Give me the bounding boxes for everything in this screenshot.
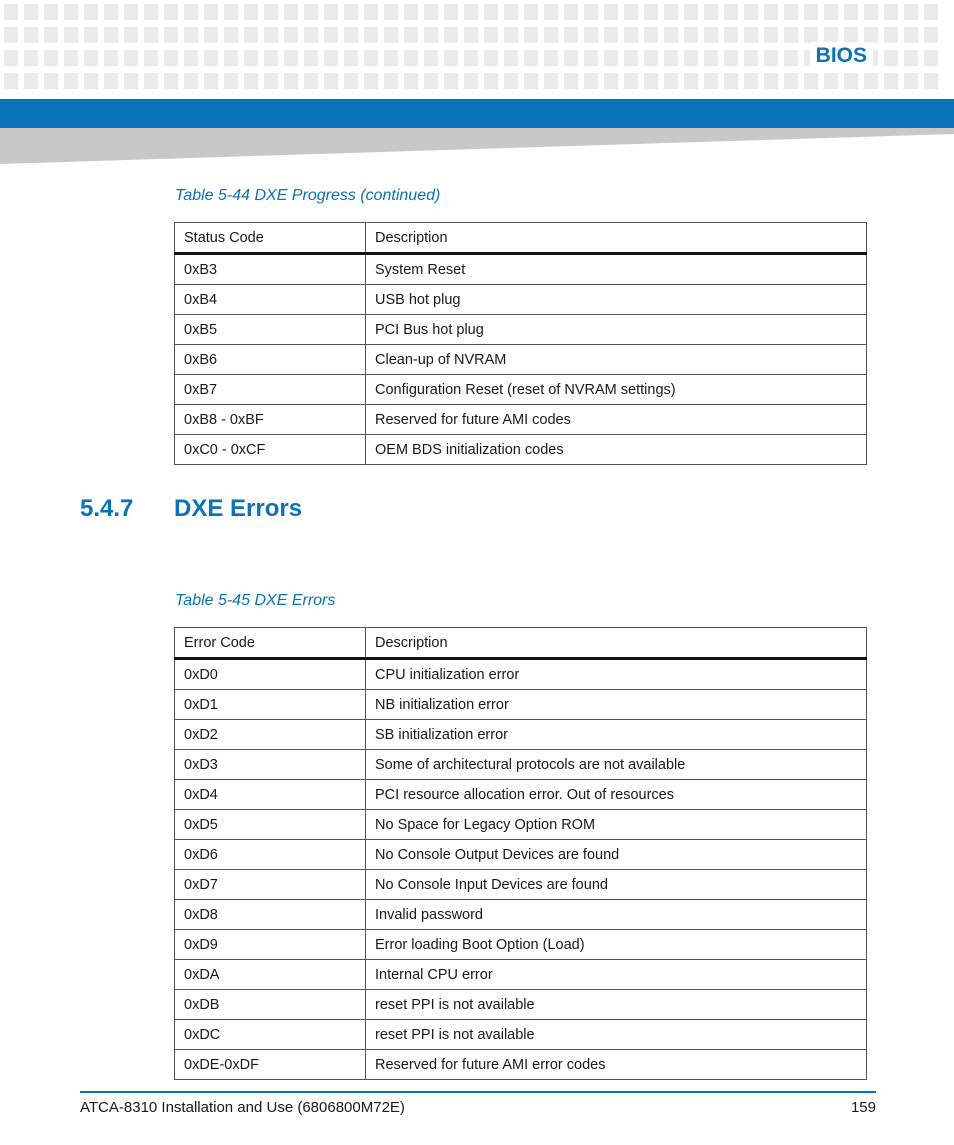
code-cell: 0xDE-0xDF — [175, 1050, 366, 1080]
dot — [484, 27, 498, 43]
code-cell: 0xD1 — [175, 690, 366, 720]
table-row — [175, 375, 867, 405]
dot — [24, 73, 38, 89]
dot — [924, 50, 938, 66]
description-cell: Some of architectural protocols are not available — [366, 750, 867, 780]
dot — [724, 4, 738, 20]
dot — [304, 27, 318, 43]
description-cell: USB hot plug — [366, 285, 867, 315]
dot — [924, 27, 938, 43]
dot — [64, 50, 78, 66]
dot-row — [4, 4, 954, 20]
code-cell: 0xD9 — [175, 930, 366, 960]
code-cell: 0xDB — [175, 990, 366, 1020]
code-cell: 0xD5 — [175, 810, 366, 840]
table-header-row — [175, 628, 867, 659]
dot — [184, 50, 198, 66]
dot — [24, 27, 38, 43]
dot — [304, 73, 318, 89]
code-cell: 0xC0 - 0xCF — [175, 435, 366, 465]
dot — [484, 4, 498, 20]
dot — [604, 73, 618, 89]
dot — [504, 4, 518, 20]
dot — [704, 50, 718, 66]
column-header: Error Code — [175, 628, 366, 659]
page-number: 159 — [850, 1099, 876, 1116]
dot — [184, 4, 198, 20]
dot — [524, 73, 538, 89]
footer-rule — [80, 1091, 876, 1093]
section-heading — [80, 492, 302, 526]
dot — [424, 50, 438, 66]
dot — [324, 73, 338, 89]
code-cell: 0xD4 — [175, 780, 366, 810]
dot — [544, 50, 558, 66]
table-row — [175, 285, 867, 315]
dot — [124, 50, 138, 66]
dot — [444, 27, 458, 43]
dot — [684, 27, 698, 43]
dot — [164, 50, 178, 66]
table-row — [175, 659, 867, 690]
dot — [404, 4, 418, 20]
dot — [824, 27, 838, 43]
dot — [584, 50, 598, 66]
dot — [204, 27, 218, 43]
table-row — [175, 405, 867, 435]
table-row — [175, 690, 867, 720]
description-cell: No Space for Legacy Option ROM — [366, 810, 867, 840]
dot — [124, 4, 138, 20]
dot — [424, 27, 438, 43]
column-header: Description — [366, 628, 867, 659]
dot — [344, 73, 358, 89]
dot — [184, 73, 198, 89]
dot — [384, 73, 398, 89]
dot — [244, 27, 258, 43]
dot — [804, 73, 818, 89]
header-grey-wedge — [0, 128, 954, 164]
dot — [644, 73, 658, 89]
table-row — [175, 435, 867, 465]
dot — [884, 27, 898, 43]
table-body — [175, 254, 867, 465]
dot — [344, 27, 358, 43]
dot — [144, 4, 158, 20]
table-row — [175, 1050, 867, 1080]
dot — [464, 50, 478, 66]
code-cell: 0xD2 — [175, 720, 366, 750]
dot — [224, 50, 238, 66]
dot — [744, 50, 758, 66]
dot — [664, 50, 678, 66]
table-row — [175, 750, 867, 780]
dot — [844, 73, 858, 89]
dot — [104, 27, 118, 43]
dot — [884, 4, 898, 20]
dot — [584, 27, 598, 43]
table-header-row — [175, 223, 867, 254]
dot — [44, 4, 58, 20]
dot — [724, 27, 738, 43]
table-row — [175, 810, 867, 840]
description-cell: NB initialization error — [366, 690, 867, 720]
description-cell: PCI resource allocation error. Out of resources — [366, 780, 867, 810]
dot — [564, 50, 578, 66]
code-cell: 0xDA — [175, 960, 366, 990]
dot — [744, 4, 758, 20]
dot — [64, 27, 78, 43]
dot — [904, 50, 918, 66]
dot — [404, 73, 418, 89]
code-cell: 0xD6 — [175, 840, 366, 870]
dot — [284, 73, 298, 89]
table-row — [175, 870, 867, 900]
dot — [44, 27, 58, 43]
dot — [104, 4, 118, 20]
dot — [844, 4, 858, 20]
table-row — [175, 315, 867, 345]
table-row — [175, 720, 867, 750]
dot — [164, 73, 178, 89]
dot — [344, 4, 358, 20]
dot — [604, 50, 618, 66]
dot — [104, 73, 118, 89]
dot — [384, 50, 398, 66]
table-row — [175, 900, 867, 930]
table-row — [175, 780, 867, 810]
dot — [264, 73, 278, 89]
dot — [864, 73, 878, 89]
description-cell: Error loading Boot Option (Load) — [366, 930, 867, 960]
table-row — [175, 990, 867, 1020]
dxe-progress-table — [174, 222, 867, 465]
dot — [884, 73, 898, 89]
description-cell: Reserved for future AMI codes — [366, 405, 867, 435]
dot — [224, 4, 238, 20]
dot — [64, 73, 78, 89]
dot — [724, 73, 738, 89]
code-cell: 0xB4 — [175, 285, 366, 315]
dot — [664, 4, 678, 20]
section-number: 5.4.7 — [80, 495, 134, 522]
description-cell: Configuration Reset (reset of NVRAM settings) — [366, 375, 867, 405]
dot — [904, 73, 918, 89]
dot — [304, 50, 318, 66]
dot — [624, 73, 638, 89]
table-row — [175, 1020, 867, 1050]
dot — [764, 27, 778, 43]
dot — [864, 27, 878, 43]
dot — [84, 50, 98, 66]
description-cell: reset PPI is not available — [366, 990, 867, 1020]
code-cell: 0xB5 — [175, 315, 366, 345]
dot — [364, 73, 378, 89]
dot — [384, 27, 398, 43]
dot — [364, 50, 378, 66]
dot — [524, 4, 538, 20]
code-cell: 0xB3 — [175, 254, 366, 285]
code-cell: 0xB7 — [175, 375, 366, 405]
dot — [224, 27, 238, 43]
dot — [84, 4, 98, 20]
dot — [324, 50, 338, 66]
dot — [684, 50, 698, 66]
dot — [784, 4, 798, 20]
dot — [724, 50, 738, 66]
table-row — [175, 254, 867, 285]
dot — [824, 4, 838, 20]
dot — [524, 50, 538, 66]
dot — [344, 50, 358, 66]
dot — [684, 4, 698, 20]
description-cell: CPU initialization error — [366, 659, 867, 690]
dot — [184, 27, 198, 43]
dot — [224, 73, 238, 89]
dot — [644, 4, 658, 20]
header-blue-bar — [0, 99, 954, 128]
dot — [84, 73, 98, 89]
dot — [464, 4, 478, 20]
dot — [4, 4, 18, 20]
dot — [504, 50, 518, 66]
dot — [744, 73, 758, 89]
dot — [164, 4, 178, 20]
dot — [644, 50, 658, 66]
dot — [904, 4, 918, 20]
dot — [624, 27, 638, 43]
description-cell: Reserved for future AMI error codes — [366, 1050, 867, 1080]
dot — [764, 4, 778, 20]
dot — [44, 73, 58, 89]
dot — [244, 50, 258, 66]
dot — [264, 4, 278, 20]
dot — [204, 50, 218, 66]
footer-document-title: ATCA-8310 Installation and Use (6806800M72E) — [80, 1099, 405, 1116]
dot — [784, 27, 798, 43]
dot — [644, 27, 658, 43]
dot — [444, 4, 458, 20]
dot — [404, 50, 418, 66]
dot-row — [4, 73, 954, 89]
table-caption: Table 5-45 DXE Errors — [175, 592, 336, 609]
description-cell: Clean-up of NVRAM — [366, 345, 867, 375]
dot — [544, 27, 558, 43]
dot — [464, 27, 478, 43]
dot — [324, 27, 338, 43]
dot — [804, 27, 818, 43]
description-cell: System Reset — [366, 254, 867, 285]
dot — [244, 73, 258, 89]
dot-row — [4, 27, 954, 43]
dot — [744, 27, 758, 43]
code-cell: 0xB8 - 0xBF — [175, 405, 366, 435]
dot — [764, 50, 778, 66]
dot — [704, 4, 718, 20]
dot — [444, 73, 458, 89]
dot — [264, 50, 278, 66]
description-cell: No Console Input Devices are found — [366, 870, 867, 900]
dot — [124, 73, 138, 89]
dot — [244, 4, 258, 20]
dot — [904, 27, 918, 43]
dot — [524, 27, 538, 43]
dot — [164, 27, 178, 43]
dot — [24, 50, 38, 66]
dot — [784, 73, 798, 89]
dot — [284, 27, 298, 43]
dot — [484, 73, 498, 89]
dot — [564, 4, 578, 20]
dot — [444, 50, 458, 66]
section-title: DXE Errors — [174, 495, 303, 522]
dot — [624, 50, 638, 66]
dot — [84, 27, 98, 43]
dot — [504, 73, 518, 89]
code-cell: 0xB6 — [175, 345, 366, 375]
code-cell: 0xD8 — [175, 900, 366, 930]
dot — [844, 27, 858, 43]
code-cell: 0xD3 — [175, 750, 366, 780]
section-label: BIOS — [810, 42, 873, 70]
dot — [704, 73, 718, 89]
dot — [424, 73, 438, 89]
dot — [24, 4, 38, 20]
dot — [544, 73, 558, 89]
dot — [324, 4, 338, 20]
table-row — [175, 930, 867, 960]
dot — [144, 73, 158, 89]
dot — [624, 4, 638, 20]
dot — [824, 73, 838, 89]
dot — [44, 50, 58, 66]
dot — [584, 73, 598, 89]
dot — [604, 27, 618, 43]
description-cell: SB initialization error — [366, 720, 867, 750]
dot — [364, 4, 378, 20]
dot — [424, 4, 438, 20]
dot — [4, 27, 18, 43]
dot — [104, 50, 118, 66]
description-cell: PCI Bus hot plug — [366, 315, 867, 345]
dot — [704, 27, 718, 43]
code-cell: 0xD7 — [175, 870, 366, 900]
table-body — [175, 659, 867, 1080]
table-row — [175, 960, 867, 990]
dot — [784, 50, 798, 66]
dot — [304, 4, 318, 20]
description-cell: Internal CPU error — [366, 960, 867, 990]
dot — [684, 73, 698, 89]
dot — [484, 50, 498, 66]
description-cell: No Console Output Devices are found — [366, 840, 867, 870]
description-cell: Invalid password — [366, 900, 867, 930]
dot — [864, 4, 878, 20]
dot — [384, 4, 398, 20]
table-caption: Table 5-44 DXE Progress (continued) — [175, 187, 441, 204]
dot — [924, 73, 938, 89]
dot — [564, 73, 578, 89]
dxe-errors-table — [174, 627, 867, 1080]
dot — [284, 4, 298, 20]
dot — [564, 27, 578, 43]
table-row — [175, 345, 867, 375]
dot — [464, 73, 478, 89]
dot — [404, 27, 418, 43]
table-row — [175, 840, 867, 870]
dot — [664, 73, 678, 89]
dot — [124, 27, 138, 43]
dot — [204, 4, 218, 20]
dot — [144, 27, 158, 43]
dot — [804, 4, 818, 20]
dot — [264, 27, 278, 43]
dot — [64, 4, 78, 20]
dot — [584, 4, 598, 20]
column-header: Description — [366, 223, 867, 254]
code-cell: 0xD0 — [175, 659, 366, 690]
dot — [544, 4, 558, 20]
dot — [664, 27, 678, 43]
dot — [4, 50, 18, 66]
description-cell: OEM BDS initialization codes — [366, 435, 867, 465]
column-header: Status Code — [175, 223, 366, 254]
dot — [364, 27, 378, 43]
dot — [284, 50, 298, 66]
dot — [4, 73, 18, 89]
dot — [144, 50, 158, 66]
dot — [604, 4, 618, 20]
dot — [884, 50, 898, 66]
dot — [504, 27, 518, 43]
code-cell: 0xDC — [175, 1020, 366, 1050]
dot — [764, 73, 778, 89]
description-cell: reset PPI is not available — [366, 1020, 867, 1050]
dot — [924, 4, 938, 20]
dot — [204, 73, 218, 89]
